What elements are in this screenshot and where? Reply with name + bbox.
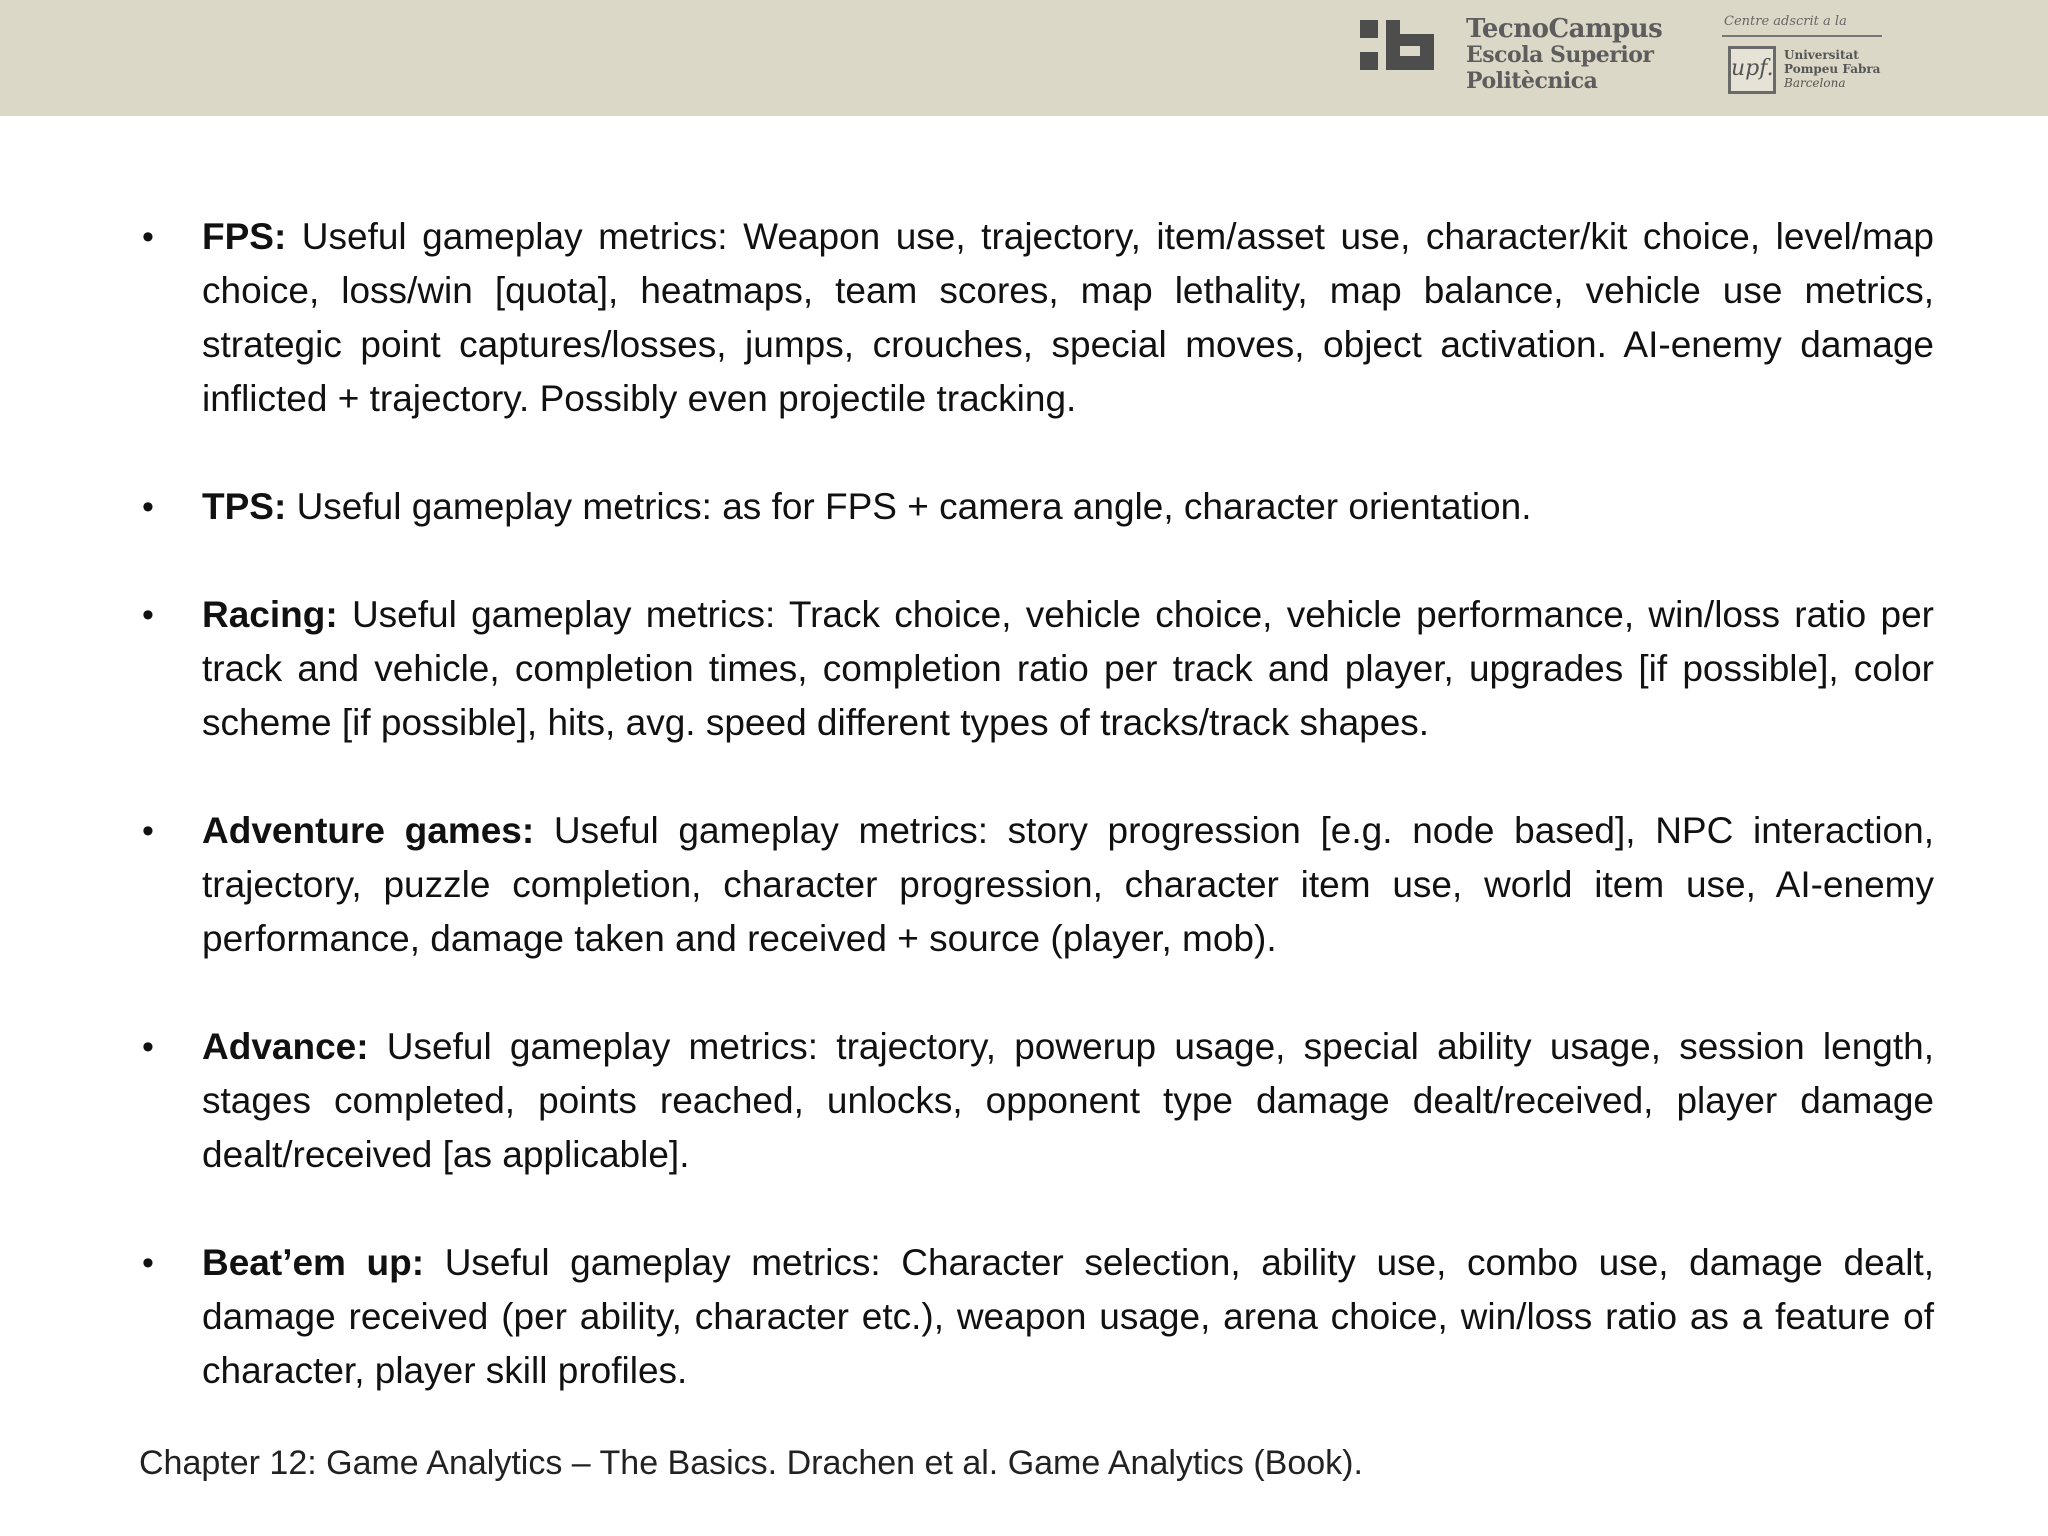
bullet-text: Useful gameplay metrics: Track choice, vehicle choice, vehicle performance, win/loss ratio per track and vehicle, completion times, completion ratio per track and player, upgrades [if possible], color scheme [if possible], hits, avg. speed different types of tracks/track shapes.: [202, 594, 1934, 743]
tecnocampus-school: Escola Superior: [1466, 42, 1654, 68]
bullet-text: Useful gameplay metrics: Weapon use, trajectory, item/asset use, character/kit choice, level/map choice, loss/win [quota], heatmaps, team scores, map lethality, map balance, vehicle use metrics, strategic point captures/losses, jumps, crouches, special moves, object activation. AI-enemy damage inflicted + trajectory. Possibly even projectile tracking.: [202, 216, 1934, 419]
upf-caption: Centre adscrit a la: [1724, 14, 1847, 29]
bullet-list: [138, 210, 1934, 1452]
bullet-label: Advance:: [202, 1026, 387, 1067]
upf-name-line2: Pompeu Fabra: [1784, 62, 1881, 76]
bullet-label: Adventure games:: [202, 810, 554, 851]
tecnocampus-school-type: Politècnica: [1466, 68, 1598, 94]
upf-name: [1784, 48, 1880, 90]
bullet-dot: •: [142, 488, 154, 526]
bullet-dot: •: [142, 596, 154, 634]
upf-name-line1: Universitat: [1784, 48, 1859, 62]
upf-name-line3: Barcelona: [1784, 76, 1846, 90]
bullet-text: Useful gameplay metrics: as for FPS + camera angle, character orientation.: [296, 486, 1532, 527]
bullet-racing: [138, 588, 1934, 750]
bullet-label: Beat’em up:: [202, 1242, 445, 1283]
bullet-text: Useful gameplay metrics: trajectory, powerup usage, special ability usage, session length, stages completed, points reached, unlocks, opponent type damage dealt/received, player damage dealt/received [as applicable].: [202, 1026, 1935, 1175]
footer-citation: Chapter 12: Game Analytics – The Basics. Drachen et al. Game Analytics (Book).: [139, 1444, 1363, 1482]
bullet-dot: •: [142, 1244, 154, 1282]
bullet-tps: [138, 480, 1934, 534]
upf-divider: [1722, 35, 1882, 37]
bullet-text: Useful gameplay metrics: Character selection, ability use, combo use, damage dealt, damage received (per ability, character etc.), weapon usage, arena choice, win/loss ratio as a feature of character, player skill profiles.: [202, 1242, 1934, 1391]
tecnocampus-wordmark: [1466, 16, 1662, 94]
upf-logo: [1722, 14, 1882, 104]
upf-mark-icon: upf.: [1728, 46, 1776, 94]
bullet-dot: •: [142, 1028, 154, 1066]
bullet-dot: •: [142, 812, 154, 850]
bullet-adventure-games: [138, 804, 1934, 966]
bullet-dot: •: [142, 218, 154, 256]
bullet-label: Racing:: [202, 594, 352, 635]
bullet-fps: [138, 210, 1934, 426]
bullet-beat-em-up: [138, 1236, 1934, 1398]
bullet-label: TPS:: [202, 486, 297, 527]
tecnocampus-logo-icon: [1360, 20, 1450, 76]
bullet-advance: [138, 1020, 1934, 1182]
header-band: [0, 0, 2048, 116]
bullet-text: Useful gameplay metrics: story progression [e.g. node based], NPC interaction, trajectory, puzzle completion, character progression, character item use, world item use, AI-enemy performance, damage taken and received + source (player, mob).: [202, 810, 1934, 959]
bullet-label: FPS:: [202, 216, 302, 257]
tecnocampus-name: TecnoCampus: [1466, 14, 1663, 44]
